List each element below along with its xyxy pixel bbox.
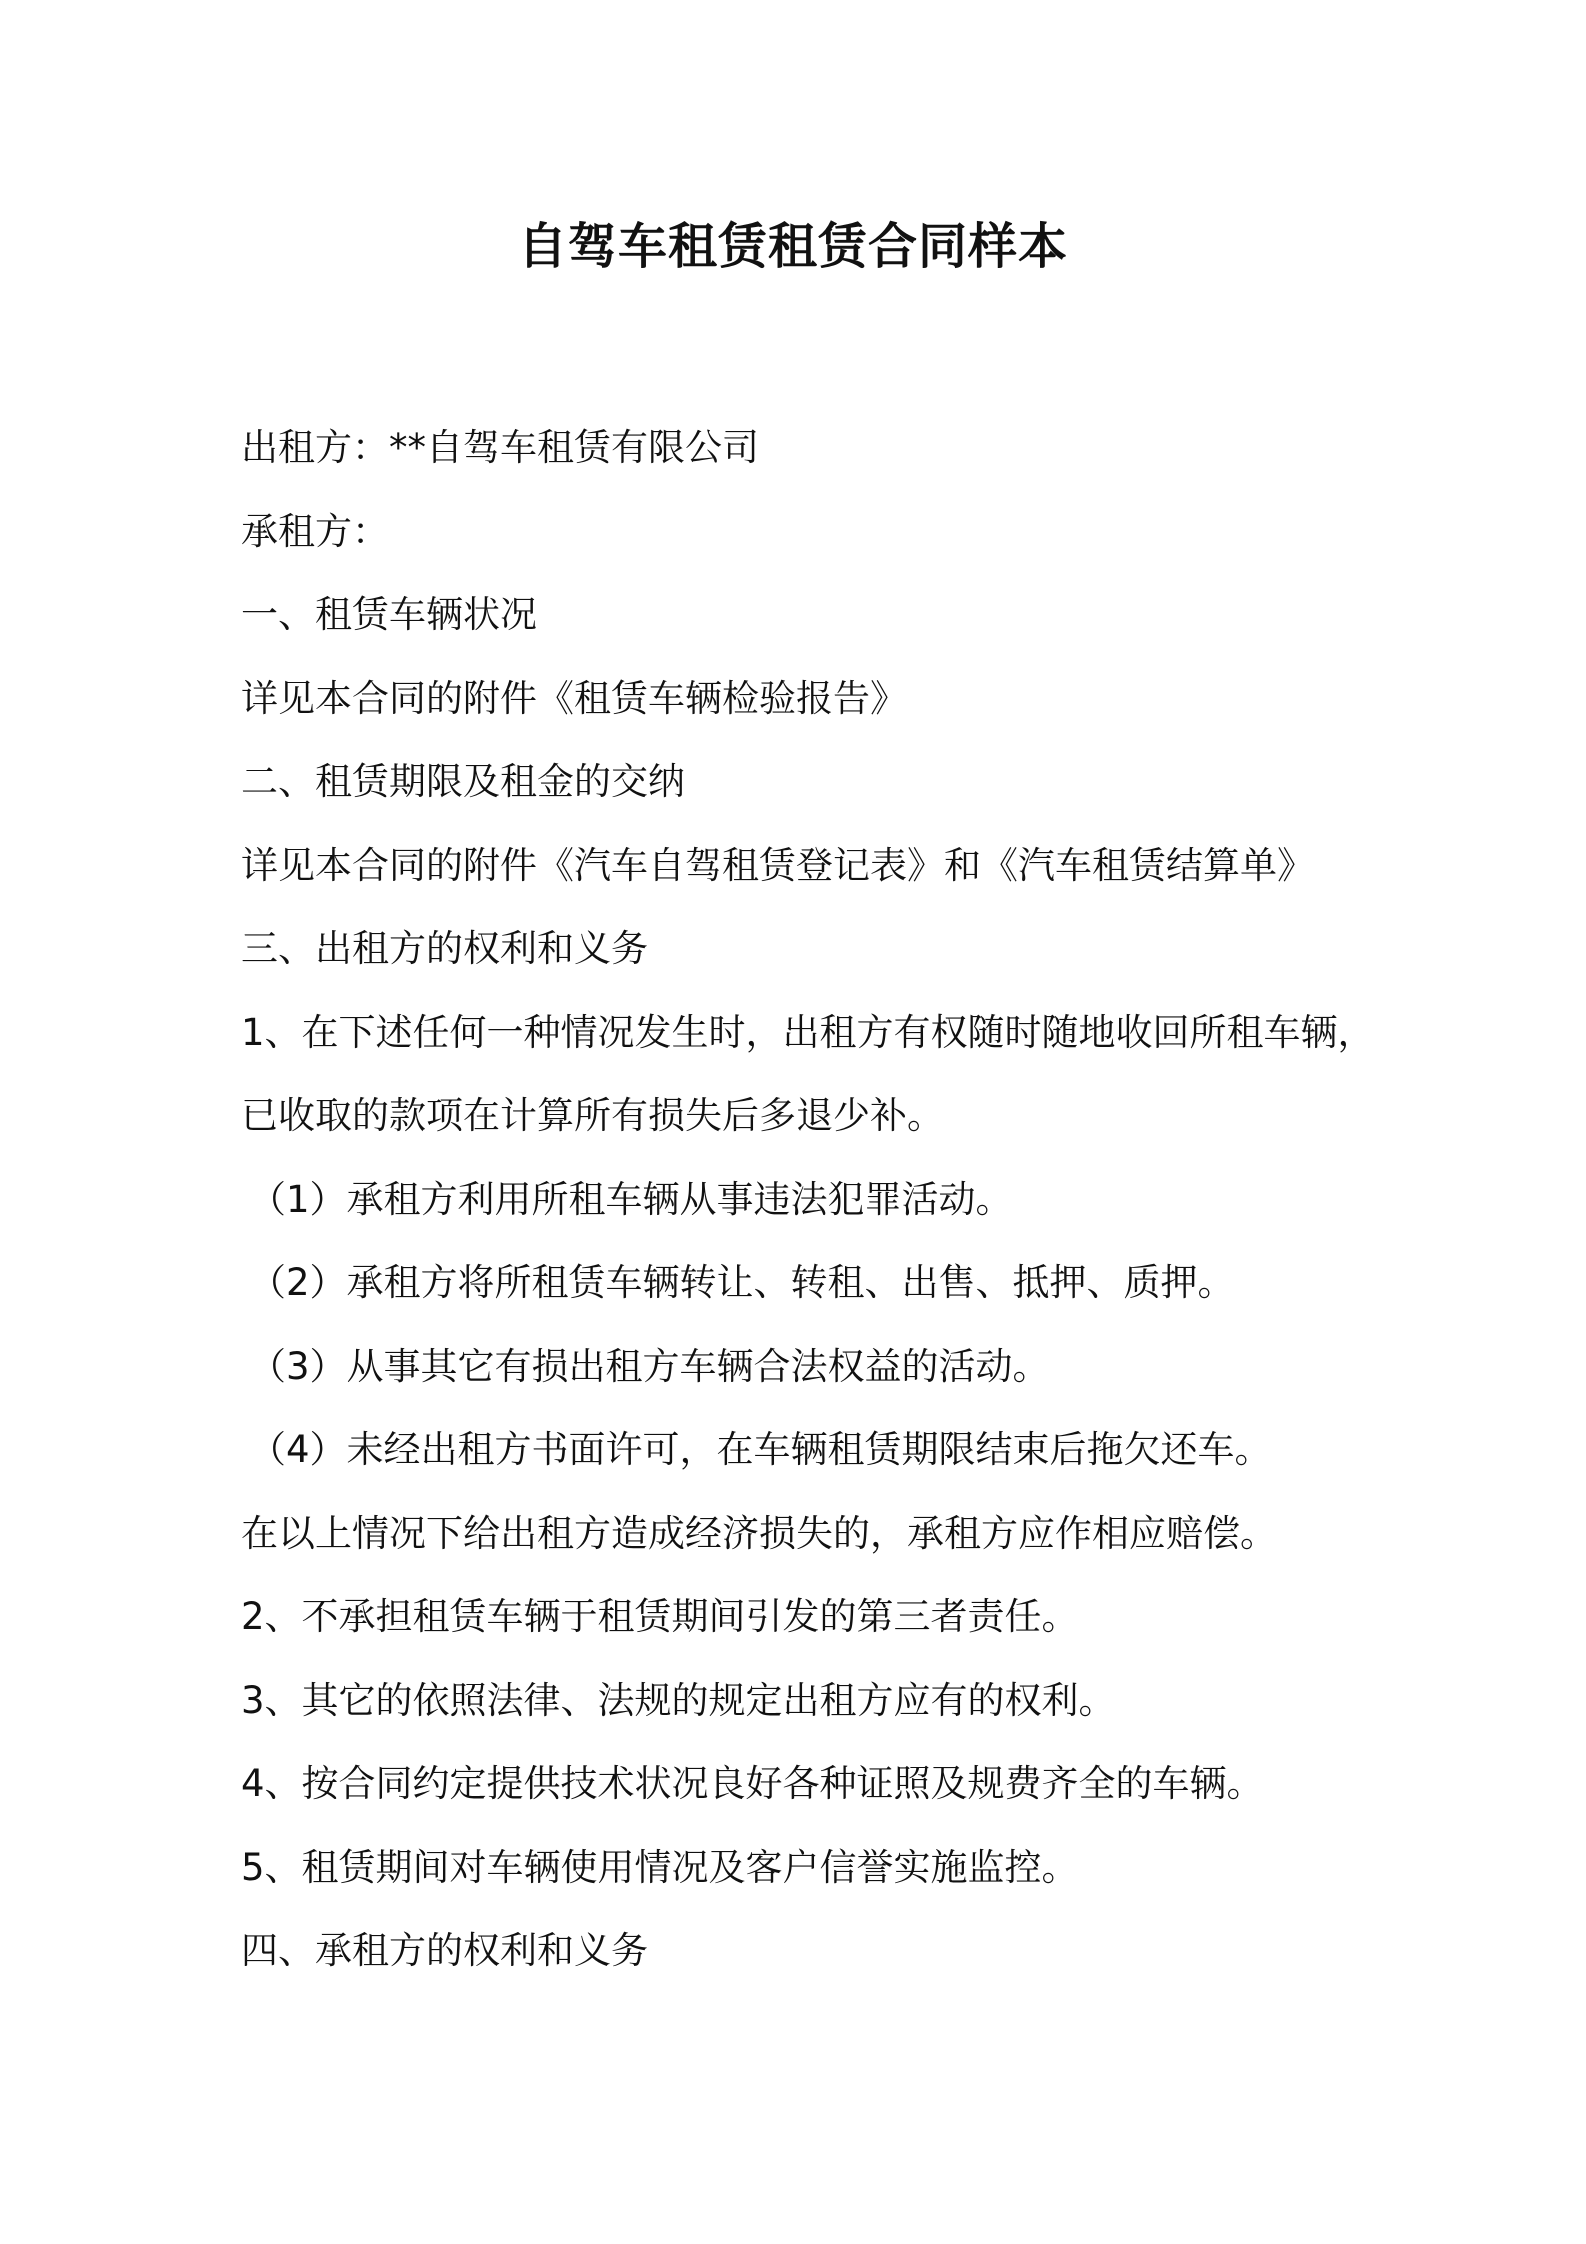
section-heading-4: 四、承租方的权利和义务 bbox=[241, 1929, 648, 1972]
document-title: 自驾车租赁租赁合同样本 bbox=[517, 218, 1068, 275]
paragraph-line: 详见本合同的附件《汽车自驾租赁登记表》和《汽车租赁结算单》 bbox=[241, 843, 1314, 887]
document-body bbox=[241, 406, 1411, 1993]
clause-line: 2、不承担租赁车辆于租赁期间引发的第三者责任。 bbox=[241, 1595, 1079, 1638]
lessee-line: 承租方： bbox=[241, 509, 389, 553]
paragraph-line: 在以上情况下给出租方造成经济损失的，承租方应作相应赔偿。 bbox=[241, 1511, 1277, 1555]
sub-clause-line: （2）承租方将所租赁车辆转让、转租、出售、抵押、质押。 bbox=[249, 1261, 1235, 1304]
lessor-line: 出租方：**自驾车租赁有限公司 bbox=[241, 426, 759, 469]
clause-line: 1、在下述任何一种情况发生时，出租方有权随时随地收回所租车辆， bbox=[241, 1010, 1375, 1054]
section-heading-2: 二、租赁期限及租金的交纳 bbox=[241, 760, 685, 803]
clause-line: 5、租赁期间对车辆使用情况及客户信誉实施监控。 bbox=[241, 1845, 1079, 1889]
clause-line: 3、其它的依照法律、法规的规定出租方应有的权利。 bbox=[241, 1678, 1116, 1722]
sub-clause-line: （4）未经出租方书面许可，在车辆租赁期限结束后拖欠还车。 bbox=[249, 1428, 1272, 1471]
section-heading-3: 三、出租方的权利和义务 bbox=[241, 927, 648, 970]
sub-clause-line: （1）承租方利用所租车辆从事违法犯罪活动。 bbox=[249, 1177, 1013, 1221]
paragraph-line: 详见本合同的附件《租赁车辆检验报告》 bbox=[241, 676, 907, 720]
clause-line: 4、按合同约定提供技术状况良好各种证照及规费齐全的车辆。 bbox=[241, 1762, 1264, 1805]
clause-line: 已收取的款项在计算所有损失后多退少补。 bbox=[241, 1094, 944, 1137]
section-heading-1: 一、租赁车辆状况 bbox=[241, 593, 537, 636]
sub-clause-line: （3）从事其它有损出租方车辆合法权益的活动。 bbox=[249, 1344, 1050, 1388]
